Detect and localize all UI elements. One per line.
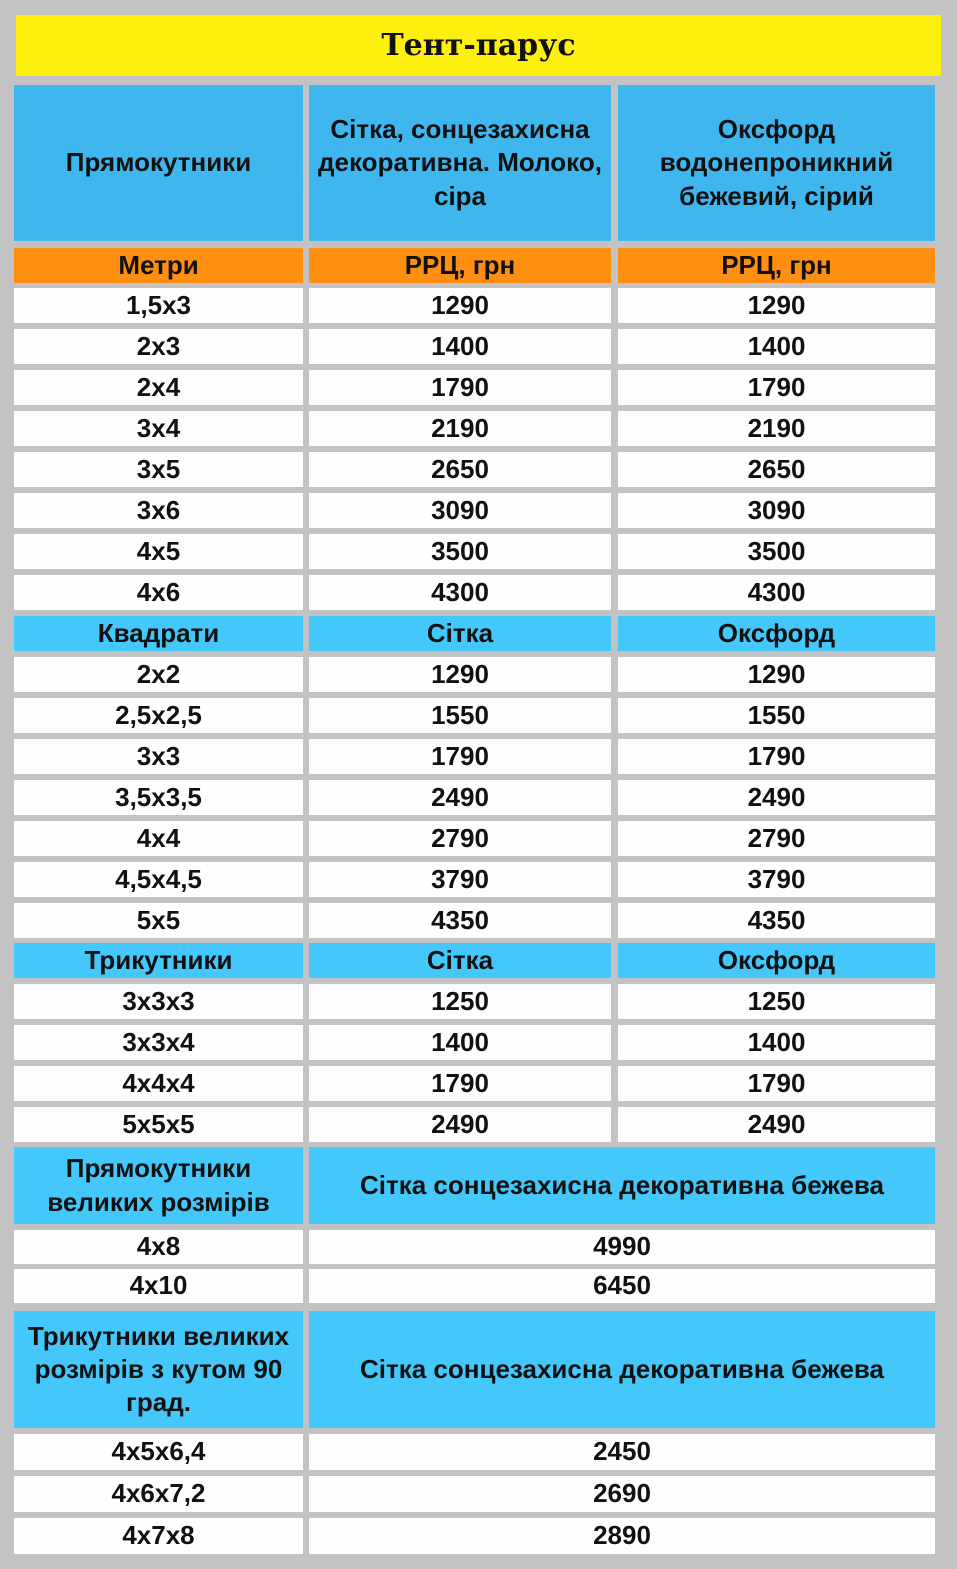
size-cell: 4x7x8 [14, 1518, 303, 1554]
price-mesh-cell: 2650 [309, 452, 611, 487]
price-oxford-cell: 1250 [618, 984, 935, 1019]
price-oxford-cell: 3790 [618, 862, 935, 897]
size-cell: 5x5x5 [14, 1107, 303, 1142]
price-oxford-cell: 1290 [618, 657, 935, 692]
price-oxford-cell: 2490 [618, 1107, 935, 1142]
size-cell: 2x4 [14, 370, 303, 405]
price-oxford-cell: 1290 [618, 288, 935, 323]
price-oxford-cell: 4350 [618, 903, 935, 938]
price-cell: 4990 [309, 1230, 935, 1264]
price-oxford-cell: 2790 [618, 821, 935, 856]
size-cell: 3x3x3 [14, 984, 303, 1019]
price-cell: 2890 [309, 1518, 935, 1554]
price-oxford-cell: 2650 [618, 452, 935, 487]
size-cell: 3,5x3,5 [14, 780, 303, 815]
price-mesh-cell: 2790 [309, 821, 611, 856]
price-oxford-cell: 1790 [618, 370, 935, 405]
price-mesh-cell: 1400 [309, 1025, 611, 1060]
size-cell: 5x5 [14, 903, 303, 938]
section-header-label: Квадрати [14, 616, 303, 651]
size-cell: 2x3 [14, 329, 303, 364]
size-cell: 4x5 [14, 534, 303, 569]
price-cell: 2690 [309, 1476, 935, 1512]
price-oxford-cell: 1790 [618, 739, 935, 774]
price-oxford-cell: 3090 [618, 493, 935, 528]
size-cell: 4x5x6,4 [14, 1434, 303, 1470]
price-mesh-cell: 1550 [309, 698, 611, 733]
size-cell: 2,5x2,5 [14, 698, 303, 733]
price-oxford-cell: 1400 [618, 329, 935, 364]
size-cell: 4x4 [14, 821, 303, 856]
price-mesh-cell: 2490 [309, 780, 611, 815]
price-oxford-cell: 1550 [618, 698, 935, 733]
header-oxford [618, 85, 935, 241]
size-cell: 3x6 [14, 493, 303, 528]
size-cell: 4x6 [14, 575, 303, 610]
section-header-mesh: Сітка [309, 616, 611, 651]
section-header-oxford: Оксфорд [618, 616, 935, 651]
price-oxford-cell: 1790 [618, 1066, 935, 1101]
size-cell: 3x3x4 [14, 1025, 303, 1060]
price-oxford-cell: 4300 [618, 575, 935, 610]
price-mesh-cell: 3500 [309, 534, 611, 569]
header-oxford-text: Оксфорд водонепроникний бежевий, сірий [659, 114, 894, 211]
header-rectangles: Прямокутники [14, 85, 303, 241]
price-mesh-cell: 1290 [309, 288, 611, 323]
price-mesh-cell: 2490 [309, 1107, 611, 1142]
price-cell: 2450 [309, 1434, 935, 1470]
section-header-mesh: Сітка сонцезахисна декоративна бежева [309, 1311, 935, 1428]
price-mesh-cell: 1790 [309, 739, 611, 774]
size-cell: 4x10 [14, 1269, 303, 1303]
size-cell: 2x2 [14, 657, 303, 692]
section-header-label: Трикутники [14, 943, 303, 978]
header-mesh [309, 85, 611, 241]
price-oxford-cell: 3500 [618, 534, 935, 569]
size-cell: 4x8 [14, 1230, 303, 1264]
price-mesh-cell: 4350 [309, 903, 611, 938]
price-mesh-cell: 1250 [309, 984, 611, 1019]
price-mesh-cell: 1290 [309, 657, 611, 692]
price-mesh-cell: 2190 [309, 411, 611, 446]
section-header-mesh: Сітка сонцезахисна декоративна бежева [309, 1147, 935, 1224]
price-oxford-cell: 2190 [618, 411, 935, 446]
size-cell: 3x5 [14, 452, 303, 487]
size-cell: 4x4x4 [14, 1066, 303, 1101]
price-cell: 6450 [309, 1269, 935, 1303]
price-mesh-cell: 1790 [309, 1066, 611, 1101]
size-cell: 4,5x4,5 [14, 862, 303, 897]
price-mesh-cell: 4300 [309, 575, 611, 610]
size-cell: 3x3 [14, 739, 303, 774]
price-mesh-cell: 3790 [309, 862, 611, 897]
section-header-oxford: Оксфорд [618, 943, 935, 978]
units-price-mesh: РРЦ, грн [309, 248, 611, 283]
size-cell: 3x4 [14, 411, 303, 446]
price-mesh-cell: 1400 [309, 329, 611, 364]
units-meters: Метри [14, 248, 303, 283]
price-oxford-cell: 2490 [618, 780, 935, 815]
section-header-mesh: Сітка [309, 943, 611, 978]
section-header-label: Трикутники великих розмірів з кутом 90 град. [14, 1311, 303, 1428]
size-cell: 1,5x3 [14, 288, 303, 323]
section-header-label: Прямокутники великих розмірів [14, 1147, 303, 1224]
size-cell: 4x6x7,2 [14, 1476, 303, 1512]
price-oxford-cell: 1400 [618, 1025, 935, 1060]
price-mesh-cell: 3090 [309, 493, 611, 528]
header-mesh-text: Сітка, сонцезахисна декоративна. Молоко, сіра [318, 114, 602, 211]
page-title: Тент-парус [16, 15, 941, 76]
price-mesh-cell: 1790 [309, 370, 611, 405]
units-price-oxford: РРЦ, грн [618, 248, 935, 283]
